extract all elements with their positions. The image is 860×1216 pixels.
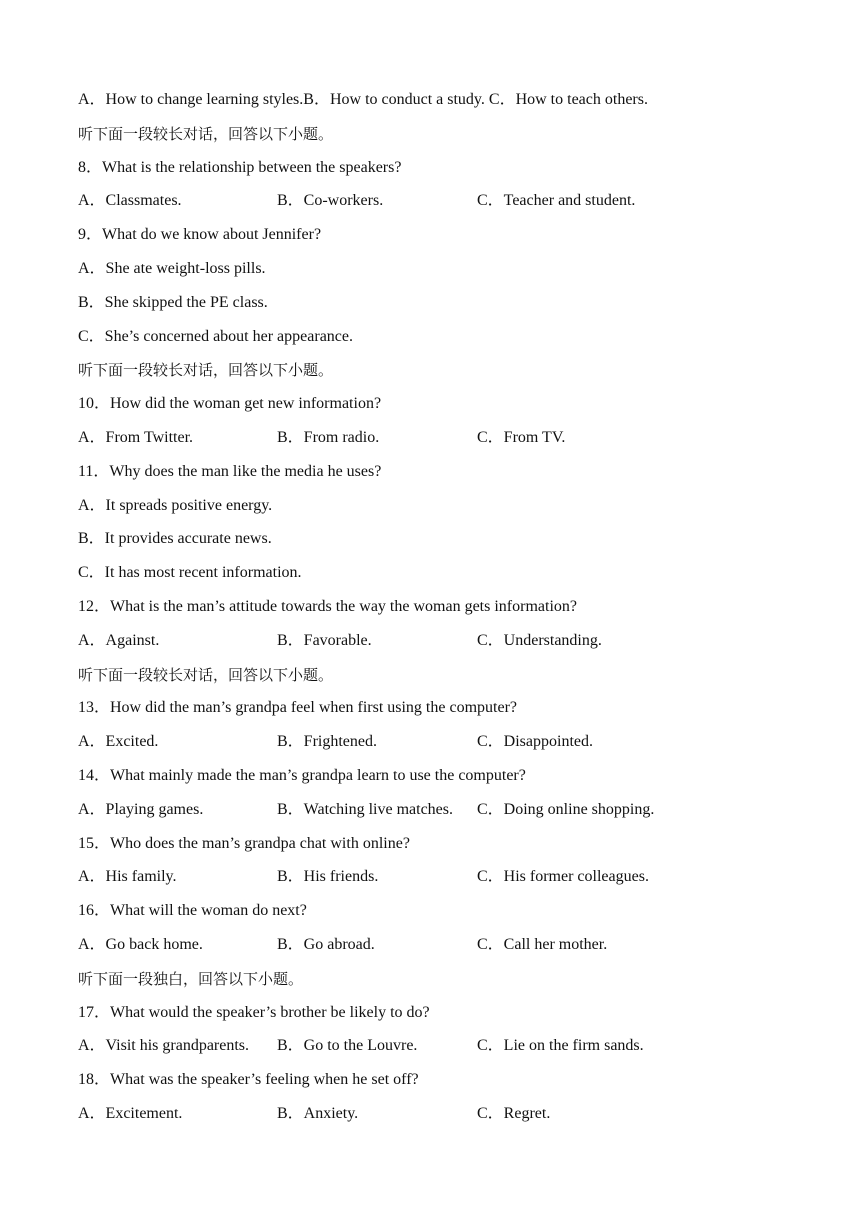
- answer-option: B．From radio.: [277, 428, 380, 446]
- section-instruction: 听下面一段较长对话，回答以下小题。: [78, 361, 334, 380]
- answer-option: A．Excited.: [78, 733, 159, 751]
- answer-option: C．It has most recent information.: [78, 564, 302, 582]
- answer-option: A．Visit his grandparents.: [78, 1037, 250, 1055]
- answer-option: A．It spreads positive energy.: [78, 496, 273, 514]
- answer-options-row: [78, 188, 798, 222]
- question-text: 9．What do we know about Jennifer?: [78, 226, 322, 244]
- answer-option: C．Disappointed.: [477, 733, 593, 751]
- answer-option: A．Excitement.: [78, 1104, 183, 1122]
- answer-option: B．Co-workers.: [277, 192, 384, 210]
- answer-options-inline: A．How to change learning styles.B．How to conduct a study. C．How to teach others.: [78, 91, 648, 108]
- answer-option: C．Understanding.: [477, 631, 602, 649]
- answer-option: C．His former colleagues.: [477, 868, 649, 886]
- answer-options-row: [78, 932, 798, 966]
- answer-option: A．Go back home.: [78, 935, 203, 953]
- answer-option: B．Go abroad.: [277, 935, 375, 953]
- answer-option: C．Regret.: [477, 1104, 551, 1122]
- answer-option: A．His family.: [78, 868, 177, 886]
- answer-option: C．Doing online shopping.: [477, 800, 655, 818]
- section-instruction: 听下面一段较长对话，回答以下小题。: [78, 124, 334, 143]
- answer-option: A．Playing games.: [78, 800, 204, 818]
- answer-option: B．Go to the Louvre.: [277, 1037, 418, 1055]
- answer-options-row: [78, 1101, 798, 1135]
- answer-option: C．From TV.: [477, 428, 566, 446]
- answer-option: A．Classmates.: [78, 192, 182, 210]
- answer-options-row: [78, 425, 798, 459]
- answer-option: B．His friends.: [277, 868, 379, 886]
- answer-options-row: [78, 628, 798, 662]
- answer-option: C．She’s concerned about her appearance.: [78, 327, 353, 345]
- question-text: 14．What mainly made the man’s grandpa learn to use the computer?: [78, 766, 526, 784]
- answer-options-row: [78, 797, 798, 831]
- answer-option: B．Frightened.: [277, 733, 377, 751]
- answer-options-row: [78, 864, 798, 898]
- question-text: 17．What would the speaker’s brother be likely to do?: [78, 1003, 430, 1021]
- answer-option: B．It provides accurate news.: [78, 530, 272, 548]
- answer-option: A．She ate weight-loss pills.: [78, 259, 266, 277]
- answer-option: C．Teacher and student.: [477, 192, 636, 210]
- question-text: 10．How did the woman get new information?: [78, 395, 382, 413]
- answer-option: B．Watching live matches.: [277, 800, 454, 818]
- question-text: 18．What was the speaker’s feeling when he set off?: [78, 1071, 419, 1089]
- answer-option: C．Call her mother.: [477, 935, 608, 953]
- answer-options-row: [78, 1033, 798, 1067]
- answer-option: A．Against.: [78, 631, 160, 649]
- question-text: 12．What is the man’s attitude towards the way the woman gets information?: [78, 597, 577, 615]
- question-text: 11．Why does the man like the media he uses?: [78, 462, 382, 480]
- question-text: 8．What is the relationship between the speakers?: [78, 158, 402, 176]
- question-text: 15．Who does the man’s grandpa chat with online?: [78, 834, 410, 852]
- question-text: 13．How did the man’s grandpa feel when first using the computer?: [78, 699, 518, 717]
- question-text: 16．What will the woman do next?: [78, 902, 307, 920]
- section-instruction: 听下面一段独白，回答以下小题。: [78, 969, 304, 988]
- answer-options-row: [78, 729, 798, 763]
- answer-option: B．She skipped the PE class.: [78, 293, 268, 311]
- answer-option: A．From Twitter.: [78, 428, 194, 446]
- answer-option: B．Favorable.: [277, 631, 372, 649]
- answer-option: C．Lie on the firm sands.: [477, 1037, 644, 1055]
- exam-page: [78, 87, 798, 1135]
- section-instruction: 听下面一段较长对话，回答以下小题。: [78, 665, 334, 684]
- answer-option: B．Anxiety.: [277, 1104, 359, 1122]
